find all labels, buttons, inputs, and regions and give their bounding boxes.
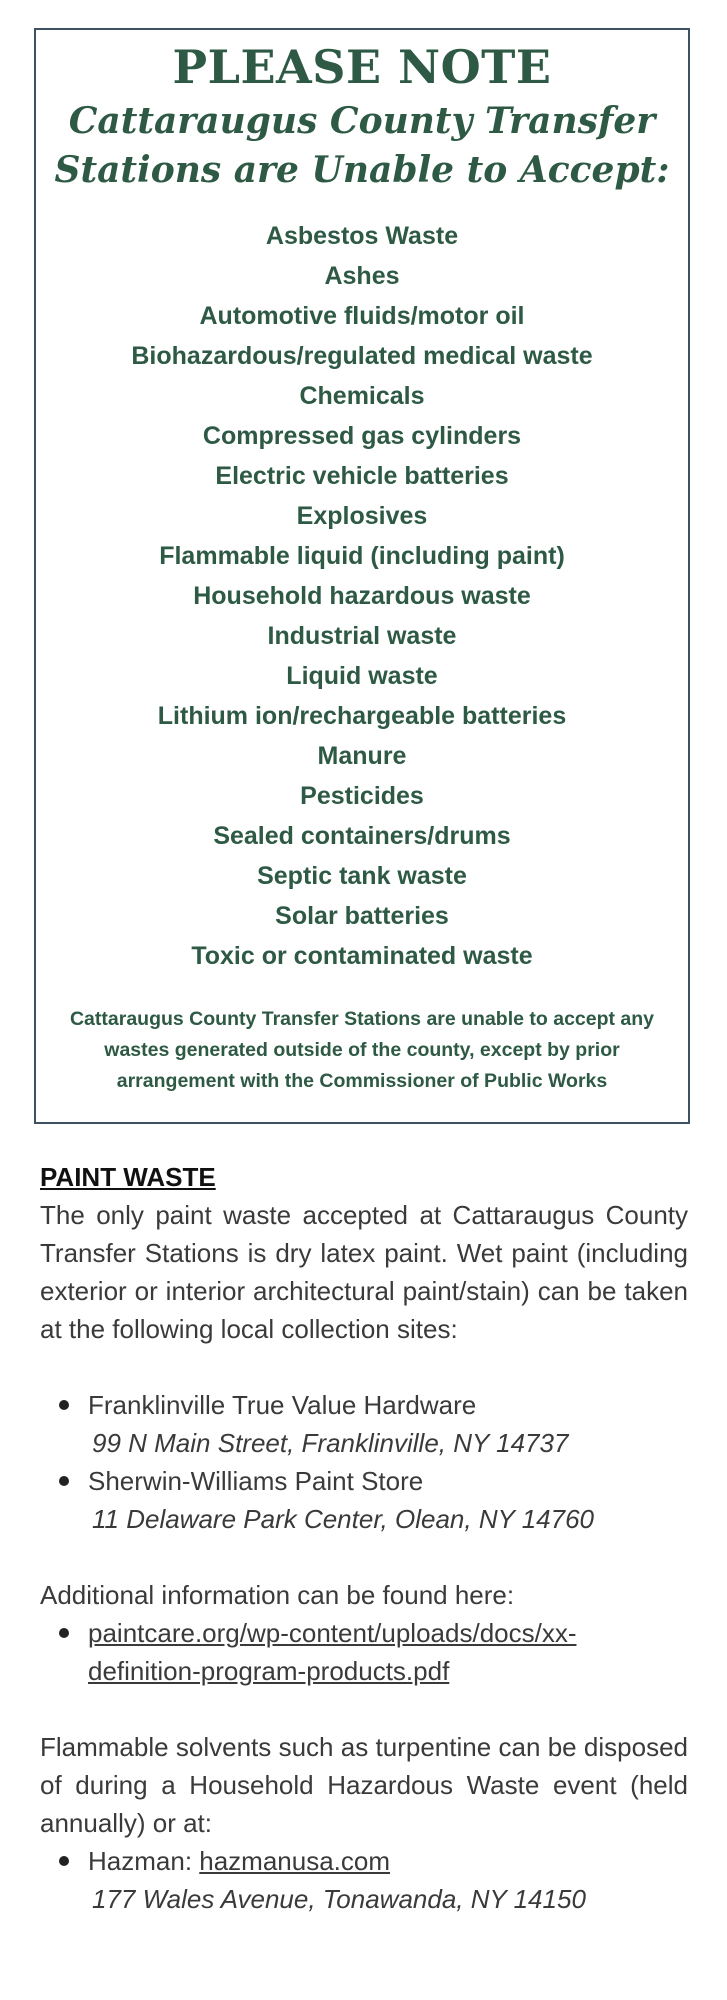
waste-item: Compressed gas cylinders (202, 422, 522, 451)
collection-site-item (88, 1386, 688, 1462)
waste-item: Household hazardous waste (193, 582, 531, 611)
notice-subheading (36, 97, 688, 194)
collection-site-item (88, 1462, 688, 1538)
bullet-icon (59, 1856, 69, 1866)
waste-item: Liquid waste (286, 662, 438, 691)
waste-item: Biohazardous/regulated medical waste (131, 342, 593, 371)
hazman-link[interactable]: hazmanusa.com (199, 1846, 391, 1876)
waste-item: Septic tank waste (257, 862, 467, 891)
paintcare-link[interactable]: paintcare.org/wp-content/uploads/docs/xx- definition-program-products.pdf (88, 1618, 577, 1686)
paint-waste-section (40, 1158, 688, 1918)
additional-info-list (40, 1614, 688, 1690)
notice-subheading-line2: Stations are Unable to Accept: (54, 148, 670, 191)
collection-sites-list (40, 1386, 688, 1538)
hazman-item (88, 1842, 688, 1918)
waste-item: Toxic or contaminated waste (191, 942, 533, 971)
site-name: Franklinville True Value Hardware (88, 1390, 477, 1420)
additional-info-label: Additional information can be found here: (40, 1580, 515, 1610)
bullet-icon (59, 1400, 69, 1410)
waste-item: Solar batteries (275, 902, 449, 931)
additional-info-item (88, 1614, 688, 1690)
waste-item: Ashes (324, 262, 400, 291)
bullet-icon (59, 1628, 69, 1638)
site-address: 11 Delaware Park Center, Olean, NY 14760 (92, 1504, 594, 1534)
waste-item: Manure (317, 742, 407, 771)
waste-item: Asbestos Waste (265, 222, 459, 251)
hazman-address: 177 Wales Avenue, Tonawanda, NY 14150 (92, 1884, 586, 1914)
site-address: 99 N Main Street, Franklinville, NY 14737 (92, 1428, 569, 1458)
waste-item: Sealed containers/drums (213, 822, 511, 851)
hazman-label: Hazman: (88, 1846, 200, 1876)
waste-item: Industrial waste (267, 622, 457, 651)
notice-footnote: Cattaraugus County Transfer Stations are unable to accept any wastes generated outside of the county, except by prior arrangement with the Commissioner of Public Works (69, 1008, 655, 1093)
waste-item: Pesticides (300, 782, 424, 811)
waste-item: Automotive fluids/motor oil (199, 302, 525, 331)
hazman-list (40, 1842, 688, 1918)
notice-box (34, 28, 690, 1124)
notice-heading: PLEASE NOTE (172, 40, 552, 94)
unaccepted-waste-list (36, 216, 688, 976)
waste-item: Flammable liquid (including paint) (159, 542, 565, 571)
waste-item: Electric vehicle batteries (215, 462, 509, 491)
solvents-text: Flammable solvents such as turpentine can be disposed of during a Household Hazardous Waste event (held annually) or at: (40, 1732, 688, 1838)
notice-subheading-line1: Cattaraugus County Transfer (68, 100, 656, 143)
site-name: Sherwin-Williams Paint Store (88, 1466, 424, 1496)
waste-item: Lithium ion/rechargeable batteries (157, 702, 567, 731)
waste-item: Explosives (296, 502, 428, 531)
bullet-icon (59, 1476, 69, 1486)
paint-waste-title: PAINT WASTE (40, 1162, 216, 1192)
paint-intro-text: The only paint waste accepted at Cattaraugus County Transfer Stations is dry latex paint. Wet paint (including exterior or interior architectural paint/stain) can be taken at the following local collection sites: (40, 1200, 688, 1344)
waste-item: Chemicals (299, 382, 425, 411)
